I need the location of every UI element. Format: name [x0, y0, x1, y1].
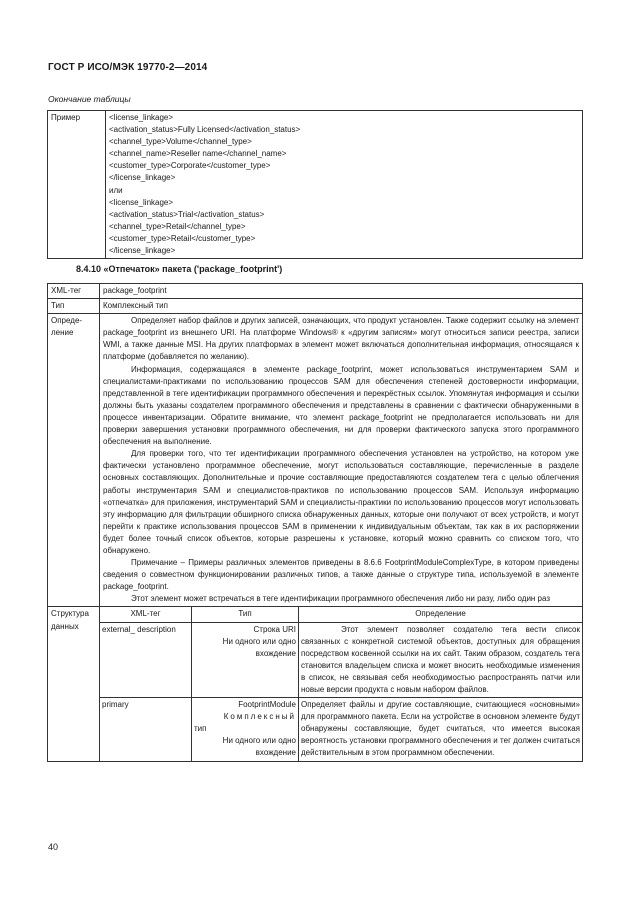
xml-line: <customer_type>Retail</customer_type>	[109, 233, 256, 243]
definition-paragraph: Информация, содержащаяся в элементе package_footprint, может использоваться инструментарием SAM и специалистами-практиками по использованию процессов SAM для обеспечения степеней достоверности информации, представленной в теге идентификации программного обеспечения и перекрёстных ссылок. Упомянутая информация и ссылки должны быть указаны создателем программного обеспечения и представлены в сравнении с фактически обнаруженными в процессе инвентаризации. Обратите внимание, что элемент package_footprint не предполагается использовать ни для проверки завершения установки программного обеспечения, ни для проверки фактического запуска этого программного обеспечения на выполнение.	[103, 364, 579, 447]
definition-label: Опреде-ление	[48, 314, 100, 607]
type-label: Тип	[48, 299, 100, 314]
type-value: Комплексный тип	[100, 299, 583, 314]
note-paragraph: Примечание – Примеры различных элементов приведены в 8.6.6 FootprintModuleComplexType, в котором приведены сведения о совместном функционировании различных типов, а также данные о структуре типа, используемой в элементе package_footprint.	[103, 558, 579, 592]
row-type	[192, 698, 299, 761]
table-row	[100, 698, 582, 761]
row-tag: primary	[100, 698, 192, 761]
xml-line: <channel_type>Retail</channel_type>	[109, 221, 246, 231]
definition-paragraph: Определяет набор файлов и других записей, означающих, что продукт установлен. Также содержит ссылку на элемент package_footprint из внешнего URI. На платформе Windows® к «другим записям» могут относиться записи реестра, записи WMI, а также данные MSI. На других платформах в элемент может включаться дополнительная информация, относящаяся к платформе (добавляется по желанию).	[103, 316, 579, 362]
type-line: Строка URI	[253, 624, 296, 634]
type-line: Ни одного или одно вхождение	[222, 736, 296, 758]
xml-line: или	[109, 185, 123, 195]
xml-line: <activation_status>Fully Licensed</activation_status>	[109, 125, 301, 135]
type-line: FootprintModule	[238, 700, 296, 710]
structure-content	[100, 607, 583, 761]
definition-content	[100, 314, 583, 607]
row-definition-text: Определяет файлы и другие составляющие, считающиеся «основными» для программного пакета. Если на устройстве в основном элементе будут обнаружены составляющие, будет считаться, что имеется высокая вероятность установки программного обеспечения и тег должен считаться действительным в этом программном обеспечении.	[301, 700, 580, 758]
row-definition	[299, 698, 583, 761]
page-number: 40	[48, 842, 59, 852]
example-table	[47, 110, 583, 259]
structure-table	[100, 607, 582, 760]
type-line: Комплексный	[223, 712, 296, 722]
col-header-xml-tag: XML-тег	[100, 607, 192, 622]
xml-tag-value: package_footprint	[100, 284, 583, 299]
xml-line: <customer_type>Corporate</customer_type>	[109, 161, 271, 171]
xml-line: <activation_status>Trial</activation_status>	[109, 209, 265, 219]
xml-line: <channel_name>Reseller name</channel_name>	[109, 149, 287, 159]
type-line: Ни одного или одно вхождение	[222, 636, 296, 658]
row-definition-text: Этот элемент позволяет создателю тега вести список связанных с конкретной системой объектов, доступных для обращения посредством косвенной ссылки на их сайт. Таким образом, создатель тега становится владельцем списка и может вносить необходимые изменения в список, не связывая себя необходимостью распространять патчи или новые версии продукта с новым набором файлов.	[301, 624, 580, 694]
row-definition	[299, 622, 583, 698]
document-header: ГОСТ Р ИСО/МЭК 19770-2—2014	[48, 62, 208, 73]
row-type	[192, 622, 299, 698]
xml-tag-label: XML-тег	[48, 284, 100, 299]
xml-line: <license_linkage>	[109, 197, 174, 207]
xml-line: </license_linkage>	[109, 246, 176, 256]
example-label: Пример	[48, 111, 106, 259]
table-continuation-caption: Окончание таблицы	[48, 94, 131, 104]
definition-paragraph: Для проверки того, что тег идентификации программного обеспечения установлен на устройство, на котором уже фактически установлено программное обеспечение, могут использоваться составляющие, перечисленные в разделе основных составляющих. Дополнительные и прочие составляющие предоставляются создателем тега с целью облегчения работы инструментария SAM и специалистов-практиков по использованию процессов SAM. Используя информацию «отпечатка» для приложения, инструментарий SAM и специалисты-практики по использованию процессов могут использовать эту информацию для фильтрации обширного списка обнаруженных данных, которые они получают от всех устройств, и могут перейти к практике использования процессов SAM в применении к индивидуальным объектам, так как в их распоряжении будет более точный список объектов, которые разрешены к установке, который можно сравнить со списком того, что обнаружено.	[103, 449, 579, 555]
structure-label: Структура данных	[48, 607, 100, 761]
xml-line: <channel_type>Volume</channel_type>	[109, 137, 252, 147]
type-line: тип	[194, 724, 207, 734]
xml-line: </license_linkage>	[109, 173, 176, 183]
xml-line: <license_linkage>	[109, 113, 174, 122]
section-title: 8.4.10 «Отпечаток» пакета ('package_footprint')	[76, 264, 283, 274]
row-tag: external_ description	[100, 622, 192, 698]
occurrence-paragraph: Этот элемент может встречаться в теге идентификации программного обеспечения либо ни разу, либо один раз	[131, 594, 551, 604]
example-content	[106, 111, 583, 259]
package-footprint-table	[47, 283, 583, 762]
col-header-definition: Определение	[299, 607, 583, 622]
table-row	[100, 622, 582, 698]
col-header-type: Тип	[192, 607, 299, 622]
